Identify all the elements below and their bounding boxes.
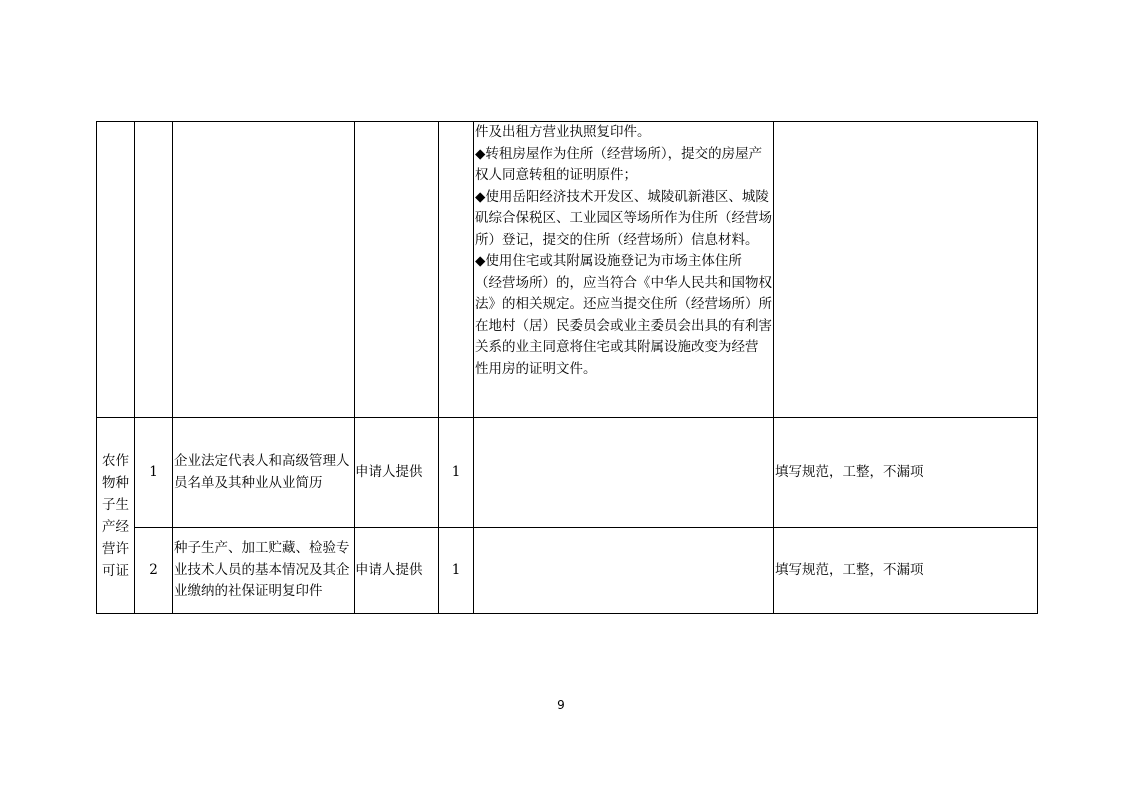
requirement-continuation-cell (474, 122, 774, 418)
materials-table (96, 121, 1038, 614)
row-index: 2 (135, 528, 173, 614)
requirement-line: 法》的相关规定。还应当提交住所（经营场所）所 (475, 296, 772, 312)
requirement-line: 性用房的证明文件。 (475, 360, 597, 377)
requirement-line: 矶综合保税区、工业园区等场所作为住所（经营场 (475, 210, 772, 226)
material-source: 申请人提供 (355, 418, 439, 528)
row-index: 1 (135, 418, 173, 528)
requirement-line: 关系的业主同意将住宅或其附属设施改变为经营 (475, 339, 759, 355)
requirement-line: 所）登记，提交的住所（经营场所）信息材料。 (475, 231, 759, 248)
continuation-row (97, 122, 1038, 418)
copies-cell-empty (439, 122, 474, 418)
requirement-line: ◆转租房屋作为住所（经营场所），提交的房屋产 (475, 145, 763, 162)
requirement-cell (474, 418, 774, 528)
index-cell-empty (135, 122, 173, 418)
requirement-line: 权人同意转租的证明原件； (475, 167, 637, 183)
material-source: 申请人提供 (355, 528, 439, 614)
note-cell: 填写规范，工整，不漏项 (774, 528, 1038, 614)
page-number: 9 (557, 698, 565, 712)
requirement-line: 在地村（居）民委员会或业主委员会出具的有利害 (475, 317, 772, 334)
copies-count: 1 (439, 528, 474, 614)
category-cell: 农作物种子生产经营许可证 (97, 418, 135, 614)
requirement-line: ◆使用岳阳经济技术开发区、城陵矶新港区、城陵 (475, 188, 769, 205)
material-name: 企业法定代表人和高级管理人员名单及其种业从业简历 (173, 418, 355, 528)
requirement-line: ◆使用住宅或其附属设施登记为市场主体住所 (475, 253, 742, 269)
copies-count: 1 (439, 418, 474, 528)
requirement-lines (475, 122, 772, 380)
material-cell-empty (173, 122, 355, 418)
note-cell-empty (774, 122, 1038, 418)
table-row (97, 418, 1038, 528)
material-name: 种子生产、加工贮藏、检验专业技术人员的基本情况及其企业缴纳的社保证明复印件 (173, 528, 355, 614)
requirement-cell (474, 528, 774, 614)
category-cell-empty (97, 122, 135, 418)
source-cell-empty (355, 122, 439, 418)
requirement-line: 件及出租方营业执照复印件。 (475, 124, 651, 140)
note-cell: 填写规范，工整，不漏项 (774, 418, 1038, 528)
requirement-line: （经营场所）的，应当符合《中华人民共和国物权 (475, 274, 772, 291)
table-row (97, 528, 1038, 614)
